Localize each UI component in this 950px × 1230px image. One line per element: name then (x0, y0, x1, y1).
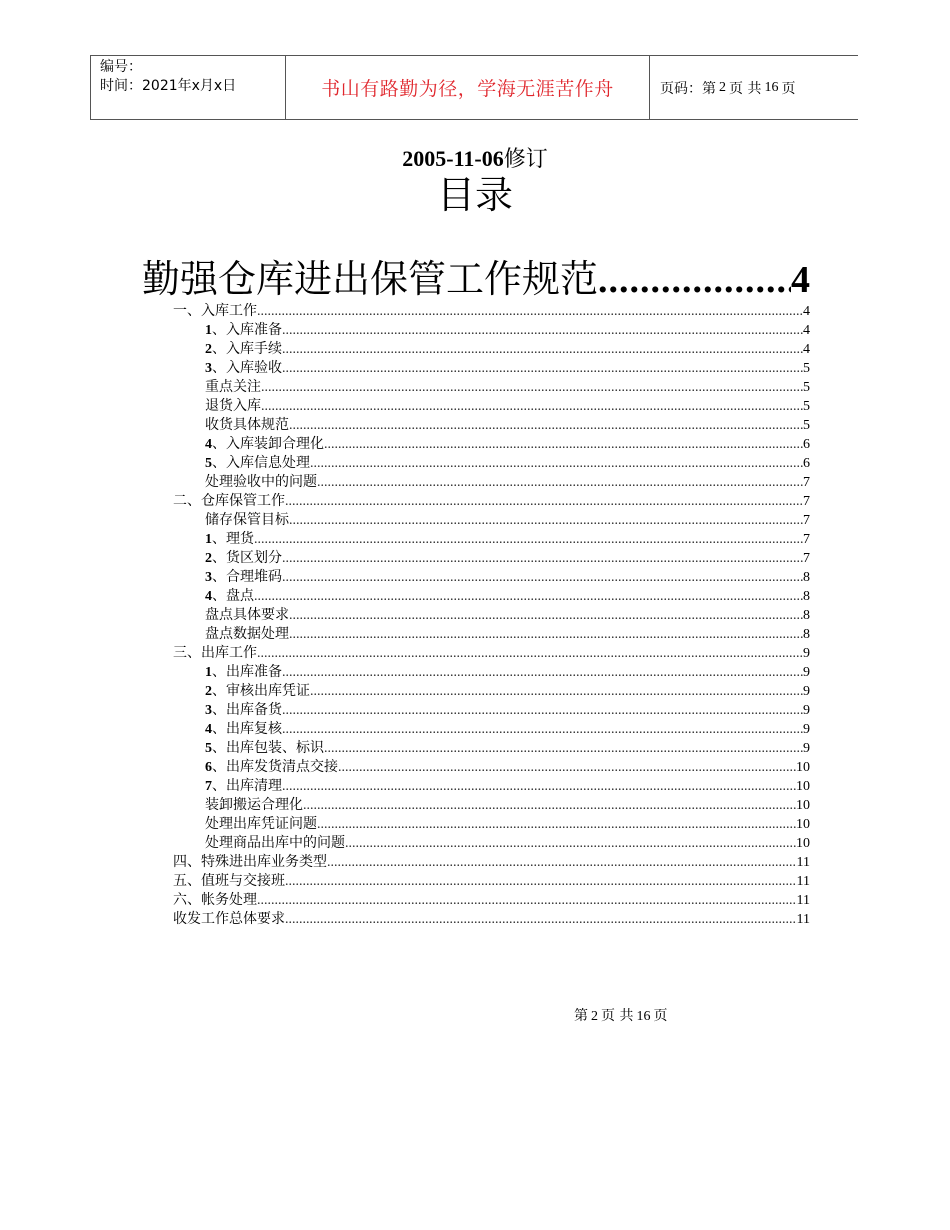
toc-entry-page: 9 (803, 741, 810, 756)
toc-entry-number: 1 (205, 665, 212, 680)
toc-entry-label: 、审核出库凭证 (212, 683, 310, 699)
toc-leader-dots (310, 454, 803, 473)
toc-entry-label: 重点关注 (205, 379, 261, 395)
toc-entry[interactable] (205, 454, 810, 473)
motto-text: 书山有路勤为径，学海无涯苦作舟 (321, 78, 614, 100)
toc-entry-page: 5 (803, 399, 810, 414)
toc-entry-label: 盘点具体要求 (205, 607, 289, 623)
toc-entry[interactable] (173, 872, 810, 891)
revision-label: 修订 (503, 147, 548, 172)
toc-leader-dots (257, 891, 797, 910)
toc-entry-number: 3 (205, 570, 212, 585)
toc-entry-label: 、入库信息处理 (212, 455, 310, 471)
toc-entry-label: 、入库装卸合理化 (212, 436, 324, 452)
toc-entry-label: 装卸搬运合理化 (205, 797, 303, 813)
toc-leader-dots (317, 815, 796, 834)
toc-entry-text (205, 321, 282, 340)
toc-entry-page: 5 (803, 361, 810, 376)
toc-entry[interactable] (205, 340, 810, 359)
toc-entry-label: 退货入库 (205, 398, 261, 414)
toc-entry-text (173, 644, 257, 663)
footer-total: 16 (636, 1009, 651, 1024)
toc-leader-dots (257, 302, 803, 321)
toc-entry-label: 收货具体规范 (205, 417, 289, 433)
revision-date: 2005-11-06 (402, 146, 504, 171)
toc-entry[interactable] (205, 815, 810, 834)
toc-entry-page: 8 (803, 627, 810, 642)
toc-entry-text (173, 891, 257, 910)
toc-leader-dots (303, 796, 796, 815)
toc-entry-text (205, 606, 289, 625)
toc-entry-label: 收发工作总体要求 (173, 911, 285, 927)
toc-leader-dots (282, 568, 803, 587)
toc-leader-dots (282, 663, 803, 682)
toc-entry-text (205, 587, 254, 606)
toc-entry-page: 10 (796, 779, 810, 794)
toc-entry-text (205, 815, 317, 834)
toc-entry-page: 7 (803, 494, 810, 509)
toc-leader-dots (317, 473, 803, 492)
toc-entry[interactable] (173, 644, 810, 663)
toc-entry-page: 9 (803, 684, 810, 699)
toc-entry[interactable] (173, 302, 810, 321)
toc-entry-text (205, 549, 282, 568)
page-mid: 页 共 (729, 80, 762, 97)
toc-leader-dots (282, 359, 803, 378)
toc-leader-dots (345, 834, 796, 853)
toc-entry-text (205, 435, 324, 454)
toc-entry[interactable] (205, 777, 810, 796)
number-label: 编号： (100, 59, 142, 75)
toc-entry-text (205, 530, 254, 549)
toc-entry-page: 10 (796, 817, 810, 832)
toc-entry-number: 4 (205, 437, 212, 452)
toc-entry-label: 、入库准备 (212, 322, 282, 338)
toc-entry-page: 5 (803, 380, 810, 395)
toc-entry-label: 盘点数据处理 (205, 626, 289, 642)
toc-entry-page: 9 (803, 703, 810, 718)
toc-title: 目录 (436, 173, 513, 217)
toc-entry-text (205, 625, 289, 644)
toc-leader-dots (282, 701, 803, 720)
toc-main-entry[interactable] (142, 255, 810, 304)
toc-entry-page: 11 (796, 874, 810, 889)
toc-entry[interactable] (205, 739, 810, 758)
toc-entry[interactable] (205, 530, 810, 549)
toc-entry[interactable] (205, 796, 810, 815)
toc-entry-label: 、出库清理 (212, 778, 282, 794)
toc-entry-page: 8 (803, 570, 810, 585)
page-total: 16 (764, 79, 779, 95)
toc-entry-text (205, 758, 338, 777)
revision-line (0, 142, 950, 173)
toc-entry[interactable] (205, 473, 810, 492)
toc-entry-label: 一、入库工作 (173, 303, 257, 319)
toc-entry-label: 、货区划分 (212, 550, 282, 566)
toc-entry-page: 7 (803, 551, 810, 566)
toc-entry-text (205, 777, 282, 796)
toc-entry[interactable] (205, 663, 810, 682)
toc-leader-dots (282, 549, 803, 568)
toc-entry-label: 、理货 (212, 531, 254, 547)
toc-leader-dots (289, 416, 803, 435)
toc-leader-dots (254, 587, 803, 606)
page-prefix: 页码：第 (660, 80, 716, 97)
toc-entry-text (205, 454, 310, 473)
footer-prefix: 第 (574, 1008, 588, 1024)
toc-leader-dots (261, 397, 803, 416)
toc-entry-page: 5 (803, 418, 810, 433)
toc-entry-number: 2 (205, 551, 212, 566)
toc-entry-text (173, 853, 327, 872)
toc-entry-number: 2 (205, 342, 212, 357)
toc-entry-text (205, 568, 282, 587)
toc-leader-dots (282, 340, 803, 359)
toc-entry-page: 6 (803, 456, 810, 471)
toc-entry[interactable] (205, 397, 810, 416)
toc-entry-number: 4 (205, 589, 212, 604)
toc-entry-label: 四、特殊进出库业务类型 (173, 854, 327, 870)
toc-entry-page: 11 (796, 855, 810, 870)
toc-entry-label: 二、仓库保管工作 (173, 493, 285, 509)
toc-entry[interactable] (205, 549, 810, 568)
toc-entry-number: 6 (205, 760, 212, 775)
toc-entry[interactable] (205, 378, 810, 397)
toc-leader-dots (261, 378, 803, 397)
toc-entry-label: 三、出库工作 (173, 645, 257, 661)
toc-entry-label: 处理商品出库中的问题 (205, 835, 345, 851)
toc-entry-page: 6 (803, 437, 810, 452)
toc-entry-text (205, 378, 261, 397)
toc-leader-dots (289, 606, 803, 625)
toc-entry-text (205, 796, 303, 815)
toc-leader-dots (289, 625, 803, 644)
toc-entry[interactable] (205, 321, 810, 340)
toc-entry-text (205, 682, 310, 701)
toc-main-entry-text: 勤强仓库进出保管工作规范 (142, 257, 599, 301)
toc-entry[interactable] (205, 834, 810, 853)
toc-entry-label: 、入库验收 (212, 360, 282, 376)
footer-suffix: 页 (653, 1008, 668, 1024)
toc-entry[interactable] (205, 435, 810, 454)
toc-leader-dots (285, 910, 797, 929)
toc-entry[interactable] (205, 682, 810, 701)
toc-entry[interactable] (173, 492, 810, 511)
toc-leader-dots (282, 777, 796, 796)
toc-leader-dots (257, 644, 803, 663)
toc-entry-text (205, 663, 282, 682)
toc-leader-dots (310, 682, 803, 701)
toc-entry-text (205, 720, 282, 739)
toc-entry-number: 2 (205, 684, 212, 699)
toc-entry[interactable] (205, 701, 810, 720)
toc-entry-label: 处理出库凭证问题 (205, 816, 317, 832)
toc-entry-label: 六、帐务处理 (173, 892, 257, 908)
toc-entry-number: 3 (205, 361, 212, 376)
toc-entry[interactable] (205, 359, 810, 378)
toc-entry-text (205, 739, 324, 758)
toc-entry-page: 4 (803, 304, 810, 319)
toc-leader-dots (285, 492, 803, 511)
toc-leader-dots (289, 511, 803, 530)
toc-leader-dots (282, 321, 803, 340)
toc-entry[interactable] (205, 568, 810, 587)
toc-entry[interactable] (205, 511, 810, 530)
toc-entry-page: 8 (803, 608, 810, 623)
toc-entry-text (205, 701, 282, 720)
toc-entry[interactable] (205, 416, 810, 435)
toc-entry-page: 10 (796, 798, 810, 813)
toc-entry-number: 5 (205, 741, 212, 756)
toc-entry-number: 7 (205, 779, 212, 794)
header-motto-cell (286, 56, 650, 119)
toc-entry-label: 处理验收中的问题 (205, 474, 317, 490)
toc-leader-dots (285, 872, 797, 891)
toc-entry[interactable] (205, 720, 810, 739)
footer-current: 2 (591, 1009, 598, 1024)
toc-entry-number: 1 (205, 323, 212, 338)
toc-entry-number: 5 (205, 456, 212, 471)
toc-entry-text (205, 397, 261, 416)
toc-leader-dots (254, 530, 803, 549)
toc-entry[interactable] (173, 891, 810, 910)
toc-entry-page: 7 (803, 475, 810, 490)
toc-entry-page: 7 (803, 532, 810, 547)
toc-entry-text (173, 302, 257, 321)
toc-entry-label: 、入库手续 (212, 341, 282, 357)
toc-entry-text (205, 416, 289, 435)
footer-mid: 页 共 (601, 1008, 634, 1024)
toc-leader-dots (327, 853, 797, 872)
toc-entry-page: 11 (796, 893, 810, 908)
toc-entry[interactable] (205, 587, 810, 606)
toc-entry-text (205, 473, 317, 492)
toc-entry-label: 、合理堆码 (212, 569, 282, 585)
toc-entry-page: 8 (803, 589, 810, 604)
toc-entry-page: 10 (796, 760, 810, 775)
page-current: 2 (719, 79, 726, 95)
toc-entry-number: 1 (205, 532, 212, 547)
toc-entry-page: 4 (803, 323, 810, 338)
toc-leader-dots (598, 256, 791, 304)
toc-entry-text (173, 492, 285, 511)
toc-leader-dots (282, 720, 803, 739)
toc-entry-label: 、出库复核 (212, 721, 282, 737)
toc-entry-page: 9 (803, 665, 810, 680)
toc-entry[interactable] (173, 853, 810, 872)
toc-main-entry-page: 4 (791, 259, 810, 301)
toc-entry-page: 11 (796, 912, 810, 927)
toc-entry-page: 9 (803, 646, 810, 661)
toc-leader-dots (324, 739, 803, 758)
toc-entry-label: 、盘点 (212, 588, 254, 604)
toc-entry-label: 、出库发货清点交接 (212, 759, 338, 775)
toc-entry[interactable] (205, 625, 810, 644)
toc-entry-text (173, 872, 285, 891)
toc-entry-page: 4 (803, 342, 810, 357)
header-meta-cell (90, 56, 286, 119)
toc-entry-text (205, 359, 282, 378)
time-label: 时间：2021年x月x日 (100, 78, 237, 94)
toc-entry-label: 、出库准备 (212, 664, 282, 680)
toc-entry-number: 4 (205, 722, 212, 737)
toc-entry[interactable] (173, 910, 810, 929)
toc-entry-label: 、出库包装、标识 (212, 740, 324, 756)
toc-entry-page: 7 (803, 513, 810, 528)
toc-entry-label: 、出库备货 (212, 702, 282, 718)
toc-entry-label: 储存保管目标 (205, 512, 289, 528)
toc-entry-page: 9 (803, 722, 810, 737)
toc-entry-text (205, 511, 289, 530)
toc-entry[interactable] (205, 758, 810, 777)
toc-entry-text (173, 910, 285, 929)
toc-entry-text (205, 340, 282, 359)
header-page-cell (650, 56, 858, 119)
page-footer (574, 1005, 667, 1025)
toc-entry-page: 10 (796, 836, 810, 851)
toc-entry-label: 五、值班与交接班 (173, 873, 285, 889)
toc-leader-dots (324, 435, 803, 454)
toc-entry-text (205, 834, 345, 853)
toc-leader-dots (338, 758, 796, 777)
toc-entry-number: 3 (205, 703, 212, 718)
page-suffix: 页 (781, 80, 796, 97)
document-header (90, 55, 858, 120)
toc-entry[interactable] (205, 606, 810, 625)
